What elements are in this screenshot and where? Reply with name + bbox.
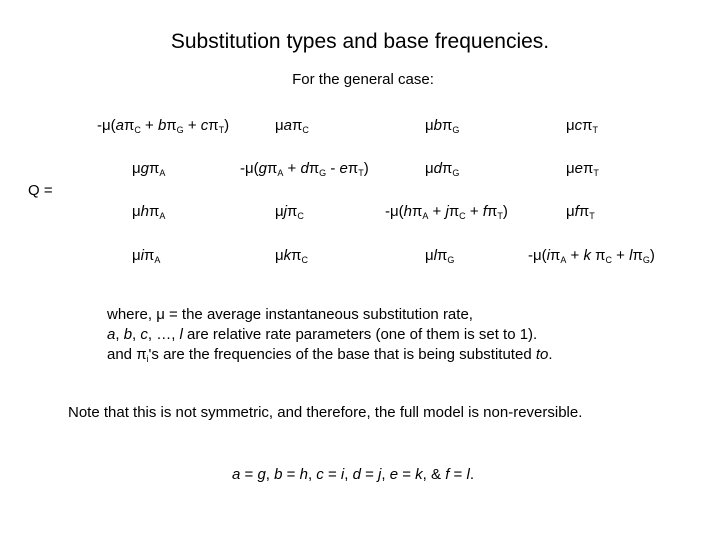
slide-title: Substitution types and base frequencies. bbox=[170, 30, 550, 53]
definition-parameters: a, b, c, …, l are relative rate parameters (one of them is set to 1). bbox=[107, 326, 538, 343]
matrix-cell-r3c3: $-\mu(h\pi_A + j\pi_C + f\pi_T)$ bbox=[385, 203, 508, 221]
matrix-label: Q = bbox=[28, 182, 53, 199]
matrix-cell-r1c3: μbπ$_G$ bbox=[425, 117, 460, 135]
matrix-cell-r2c3: μdπ$_G$ bbox=[425, 160, 460, 178]
matrix-cell-r1c2: μaπ$_C$ bbox=[275, 117, 309, 135]
matrix-cell-r1c4: μcπ$_T$ bbox=[566, 117, 599, 135]
symmetry-note: Note that this is not symmetric, and therefore, the full model is non-reversible. bbox=[68, 404, 583, 421]
matrix-cell-r2c2: $-\mu(g\pi_A + d\pi_G - e\pi_T)$ bbox=[240, 160, 369, 178]
parameter-equalities: a = g, b = h, c = i, d = j, e = k, & f = l. bbox=[232, 466, 474, 483]
matrix-cell-r4c3: μlπ$_G$ bbox=[425, 247, 455, 265]
matrix-cell-r1c1: $-\mu(a\pi_C + b\pi_G + c\pi_T)$ bbox=[97, 117, 230, 135]
matrix-cell-r2c4: μeπ$_T$ bbox=[566, 160, 599, 178]
definition-pi: and $\pi_i's$ are the frequencies of the base that is being substituted to. bbox=[107, 346, 553, 364]
definitions-block bbox=[107, 305, 553, 369]
matrix-cell-r3c2: μjπ$_C$ bbox=[275, 203, 304, 221]
matrix-cell-r4c1: μiπ$_A$ bbox=[132, 247, 161, 265]
matrix-cell-r4c4: $-\mu(i\pi_A + k$ $\pi_C + l\pi_G$) bbox=[528, 247, 655, 265]
definition-mu: where, μ = the average instantaneous substitution rate, bbox=[107, 306, 473, 323]
matrix-cell-r4c2: μkπ$_C$ bbox=[275, 247, 309, 265]
matrix-cell-r3c4: μfπ$_T$ bbox=[566, 203, 595, 221]
matrix-cell-r3c1: μhπ$_A$ bbox=[132, 203, 166, 221]
slide-subtitle: For the general case: bbox=[292, 71, 434, 88]
matrix-cell-r2c1: μgπ$_A$ bbox=[132, 160, 166, 178]
